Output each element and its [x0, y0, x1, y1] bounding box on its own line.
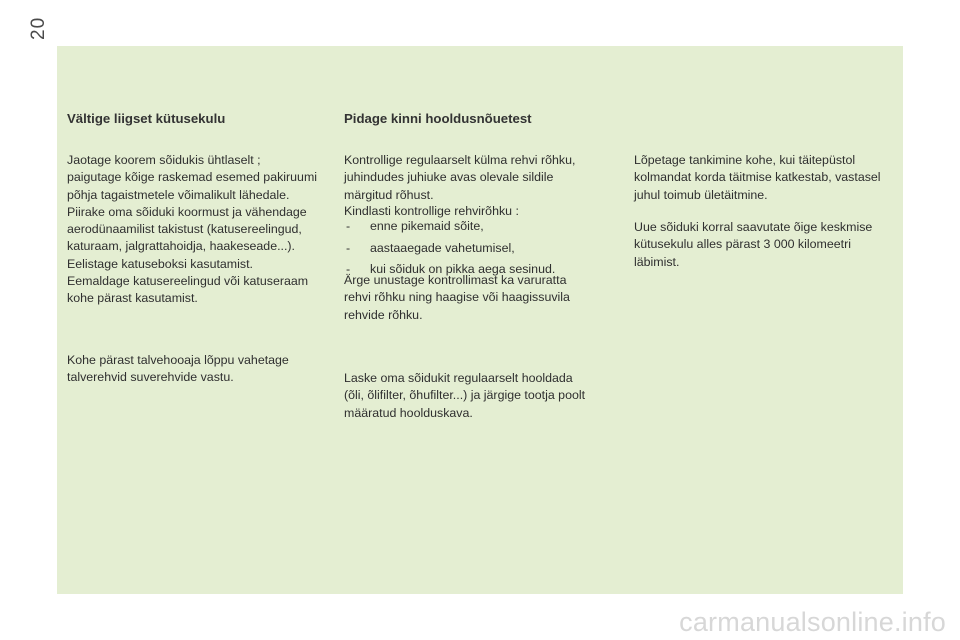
left-heading: Vältige liigset kütusekulu: [67, 111, 226, 126]
text-line: Piirake oma sõiduki koormust ja vähendage: [67, 204, 307, 219]
text-line: (õli, õlifilter, õhufilter...) ja järgige tootja poolt: [344, 388, 586, 403]
right-paragraph-1: [634, 152, 881, 204]
page-number: 20: [28, 16, 49, 40]
text-line: aerodünaamilist takistust (katusereelingud,: [67, 222, 302, 237]
text-line: määratud hoolduskava.: [344, 405, 473, 420]
middle-paragraph-3: [344, 370, 585, 422]
right-paragraph-2: [634, 219, 872, 271]
text-line: Kontrollige regulaarselt külma rehvi rõhku,: [344, 153, 576, 167]
text-line: Laske oma sõidukit regulaarselt hooldada: [344, 371, 573, 385]
bullet-dash: -: [346, 241, 351, 256]
text-line: Eemaldage katusereelingud või katuseraam: [67, 274, 309, 289]
text-line: rehvi rõhku ning haagise või haagissuvila: [344, 290, 570, 305]
text-line: kütusekulu alles pärast 3 000 kilomeetri: [634, 237, 851, 252]
middle-paragraph-1: [344, 152, 575, 279]
list-item-text: enne pikemaid sõite,: [370, 218, 484, 233]
text-line: põhja tagaistmetele võimalikult lähedale.: [67, 187, 290, 202]
list-item: [344, 240, 575, 257]
text-line: rehvide rõhku.: [344, 307, 423, 322]
text-line: talverehvid suverehvide vastu.: [67, 370, 234, 385]
list-item: [344, 218, 575, 235]
text-line: Uue sõiduki korral saavutate õige keskmise: [634, 220, 873, 234]
middle-heading: Pidage kinni hooldusnõuetest: [344, 111, 532, 126]
text-line: Eelistage katuseboksi kasutamist.: [67, 256, 253, 271]
text-line: juhul toimub ületäitmine.: [634, 187, 768, 202]
text-line: katuraam, jalgrattahoidja, haakeseade...).: [67, 239, 295, 254]
bullet-dash: -: [346, 218, 351, 233]
text-line: Ärge unustage kontrollimast ka varuratta: [344, 273, 567, 287]
list-item-text: aastaaegade vahetumisel,: [370, 241, 515, 256]
list-item-text: kui sõiduk on pikka aega sesinud.: [370, 262, 556, 277]
text-line: paigutage kõige raskemad esemed pakiruumi: [67, 170, 318, 185]
tire-check-list: [344, 218, 575, 279]
text-line: juhindudes juhiuke avas olevale sildile: [344, 170, 554, 185]
text-line: läbimist.: [634, 254, 680, 269]
text-line: märgitud rõhust.: [344, 187, 434, 202]
text-line: Kohe pärast talvehooaja lõppu vahetage: [67, 353, 289, 367]
text-line: Jaotage koorem sõidukis ühtlaselt ;: [67, 153, 261, 167]
text-line: kohe pärast kasutamist.: [67, 291, 198, 306]
text-line: Kindlasti kontrollige rehvirõhku :: [344, 203, 519, 218]
middle-paragraph-2: [344, 272, 570, 324]
text-line: kolmandat korda täitmise katkestab, vastasel: [634, 170, 881, 185]
bullet-dash: -: [346, 262, 351, 277]
text-line: Lõpetage tankimine kohe, kui täitepüstol: [634, 153, 856, 167]
left-paragraph-1: [67, 152, 317, 308]
watermark-text: carmanualsonline.info: [679, 607, 946, 637]
left-paragraph-2: [67, 352, 289, 387]
